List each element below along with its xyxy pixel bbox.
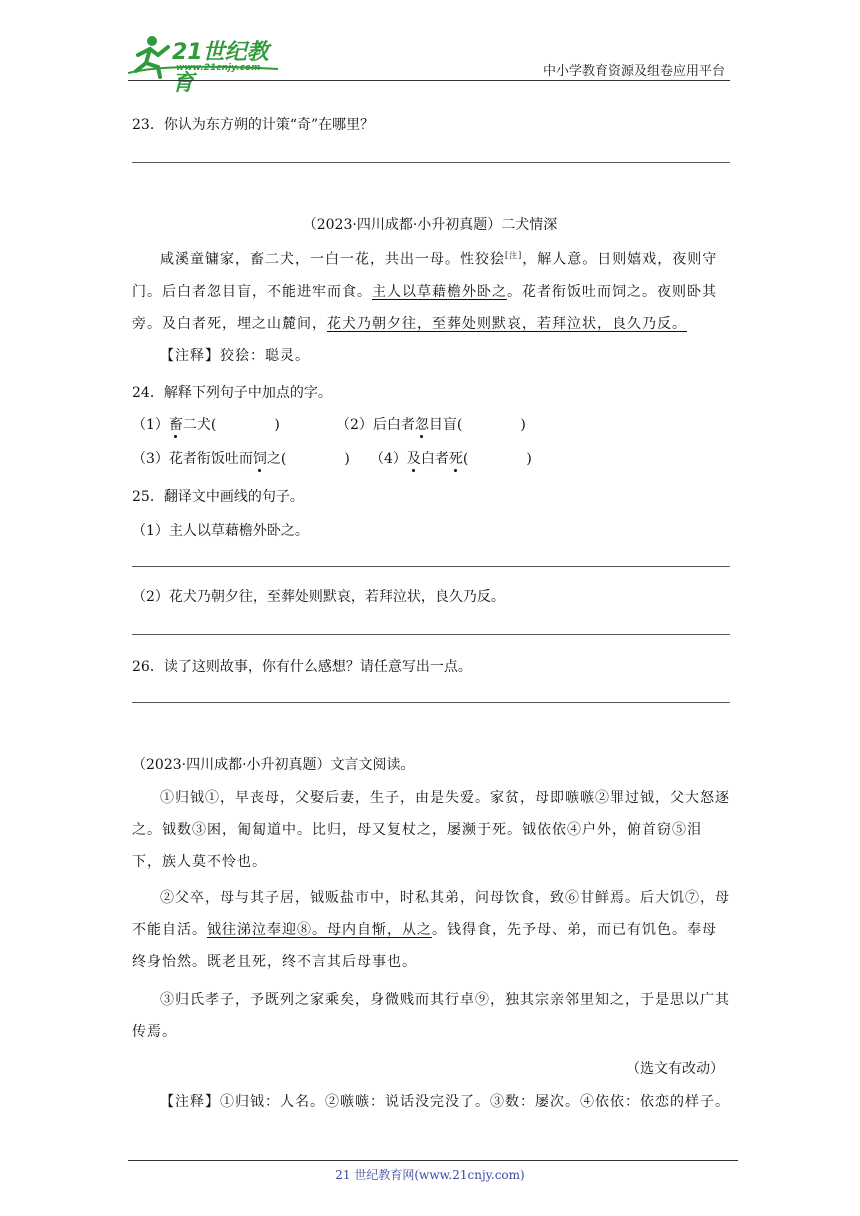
passage1-seg-c: 。花者衔饭吐而饲之。夜则卧其旁。及白者死，埋之山麓间， — [132, 283, 717, 332]
question-26: 26．读了这则故事，你有什么感想？请任意写出一点。 — [132, 659, 472, 675]
question-23: 23．你认为东方朔的计策“奇”在哪里？ — [132, 117, 375, 133]
item-text: 之( — [266, 451, 287, 467]
passage2-para-1: ①归钺①，早丧母，父娶后妻，生子，由是失爱。家贫，母即嗾嗾②罪过钺，父大怒逐之。钺数③困，匍匐道中。比归，母又复杖之，屡濒于死。钺依依④户外，俯首窃⑤泪下，族人莫不怜也。 — [132, 790, 730, 870]
logo-title: 21世纪教育 — [172, 40, 269, 96]
question-25: 25．翻译文中画线的句子。 — [132, 489, 304, 505]
item-text: 目盲( — [428, 417, 463, 433]
item-text: （3）花者衔饭吐而 — [132, 451, 253, 467]
q25-sentence-1: （1）主人以草藉檐外卧之。 — [132, 523, 309, 539]
answer-line-23[interactable] — [132, 162, 730, 163]
footer-link[interactable]: 21 世纪教育网(www.21cnjy.com) — [335, 1168, 525, 1182]
answer-line-25-2[interactable] — [132, 634, 730, 635]
q24-item-2 — [336, 414, 526, 434]
item-close: ) — [520, 417, 526, 433]
dotted-char: 畜 — [168, 417, 183, 433]
q24-item-4 — [370, 448, 532, 468]
item-text: （2）后白者 — [336, 417, 415, 433]
passage2-seg-a: ②父卒，母与其子居，钺贩盐市中，时私其弟，问母饮食，致⑥甘鲜焉。后大饥⑦，母不能自活。 — [132, 890, 730, 938]
passage2-para-2 — [132, 882, 730, 978]
q24-item-3 — [132, 448, 350, 468]
passage2-seg-b: 。钱得食，先予母、弟，而已有饥色。奉母终身怡然。既老且死，终不言其后母事也。 — [132, 922, 717, 970]
underlined-sentence-3: 钺往涕泣奉迎⑧。母内自惭，从之 — [207, 922, 432, 938]
item-label: （4） — [370, 451, 407, 467]
footnote-marker: [注] — [505, 251, 523, 260]
dotted-char: 死 — [448, 451, 463, 467]
footer-divider — [128, 1160, 738, 1161]
answer-line-25-1[interactable] — [132, 566, 730, 567]
dotted-char: 及 — [406, 451, 421, 467]
passage2-para-3: ③归氏孝子，予既列之家乘矣，身微贱而其行卓⑨，独其宗亲邻里知之，于是思以广其传焉。 — [132, 992, 730, 1040]
question-24: 24．解释下列句子中加点的字。 — [132, 385, 332, 401]
item-close: ) — [274, 417, 280, 433]
q25-sentence-2: （2）花犬乃朝夕往，至葬处则默哀，若拜泣状，良久乃反。 — [132, 589, 505, 605]
passage1-title: （2023·四川成都·小升初真题）二犬情深 — [302, 217, 558, 233]
underlined-sentence-1: 主人以草藉檐外卧之 — [372, 283, 507, 300]
logo-url: www.21cnjy.com — [176, 63, 261, 73]
item-text: 白者 — [420, 451, 449, 467]
header-divider — [128, 80, 730, 81]
dotted-char: 忽 — [414, 417, 429, 433]
passage1-text — [132, 240, 730, 340]
passage2-title: （2023·四川成都·小升初真题）文言文阅读。 — [132, 757, 415, 773]
underlined-sentence-2: 花犬乃朝夕往，至葬处则默哀，若拜泣状，良久乃反。 — [327, 315, 687, 332]
dotted-char: 饲 — [252, 451, 267, 467]
passage2-note: 【注释】①归钺：人名。②嗾嗾：说话没完没了。③数：屡次。④依依：依恋的样子。 — [160, 1094, 730, 1110]
passage1-seg-b: ，解人意。日则嬉戏，夜则守门。后白者忽目盲，不能进牢而食。 — [132, 251, 718, 300]
passage1-note: 【注释】狡狯：聪灵。 — [160, 348, 310, 364]
header-platform-name: 中小学教育资源及组卷应用平台 — [542, 64, 725, 79]
item-label: （1） — [132, 417, 169, 433]
item-text: ( — [462, 451, 469, 467]
answer-line-26[interactable] — [132, 702, 730, 703]
item-close: ) — [344, 451, 350, 467]
q24-item-1 — [132, 414, 280, 434]
passage1-seg-a: 咸溪童镛家，畜二犬，一白一花，共出一母。性狡狯 — [160, 251, 505, 268]
passage2-source: （选文有改动） — [626, 1061, 724, 1077]
site-logo — [128, 33, 288, 96]
item-close: ) — [526, 451, 532, 467]
item-text: 二犬( — [182, 417, 217, 433]
